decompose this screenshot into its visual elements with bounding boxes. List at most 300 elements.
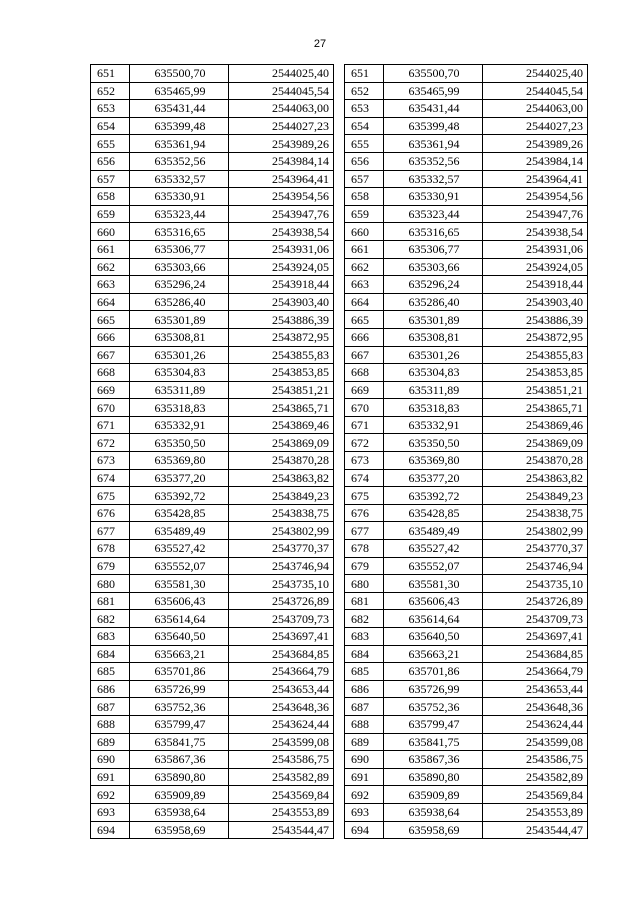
table-row [345,205,588,223]
table-row [345,188,588,206]
point-number-cell: 690 [345,751,384,769]
point-number-cell: 668 [345,364,384,382]
y-coordinate-cell: 2543599,08 [229,733,334,751]
y-coordinate-cell: 2543853,85 [483,364,588,382]
point-number-cell: 682 [91,610,130,628]
table-row [91,557,334,575]
point-number-cell: 661 [91,240,130,258]
table-row [345,82,588,100]
y-coordinate-cell: 2543684,85 [483,645,588,663]
x-coordinate-cell: 635938,64 [130,803,229,821]
x-coordinate-cell: 635431,44 [384,100,483,118]
y-coordinate-cell: 2543802,99 [483,522,588,540]
x-coordinate-cell: 635606,43 [384,592,483,610]
table-row [91,751,334,769]
y-coordinate-cell: 2543869,09 [483,434,588,452]
point-number-cell: 654 [345,117,384,135]
x-coordinate-cell: 635377,20 [384,469,483,487]
table-row [345,100,588,118]
x-coordinate-cell: 635377,20 [130,469,229,487]
y-coordinate-cell: 2543648,36 [483,698,588,716]
y-coordinate-cell: 2543697,41 [483,628,588,646]
y-coordinate-cell: 2543599,08 [483,733,588,751]
table-row [345,715,588,733]
point-number-cell: 688 [91,715,130,733]
y-coordinate-cell: 2543851,21 [483,381,588,399]
table-row [91,803,334,821]
point-number-cell: 653 [345,100,384,118]
y-coordinate-cell: 2543624,44 [229,715,334,733]
x-coordinate-cell: 635465,99 [384,82,483,100]
y-coordinate-cell: 2544027,23 [483,117,588,135]
x-coordinate-cell: 635799,47 [130,715,229,733]
x-coordinate-cell: 635909,89 [130,786,229,804]
table-row [91,82,334,100]
table-row [345,135,588,153]
x-coordinate-cell: 635614,64 [384,610,483,628]
table-row [345,592,588,610]
point-number-cell: 664 [91,293,130,311]
point-number-cell: 676 [345,504,384,522]
x-coordinate-cell: 635527,42 [384,540,483,558]
table-row [345,117,588,135]
table-row [91,540,334,558]
table-row [91,522,334,540]
point-number-cell: 669 [91,381,130,399]
point-number-cell: 687 [345,698,384,716]
x-coordinate-cell: 635330,91 [384,188,483,206]
table-row [345,540,588,558]
y-coordinate-cell: 2543664,79 [483,663,588,681]
table-row [91,399,334,417]
y-coordinate-cell: 2543746,94 [483,557,588,575]
point-number-cell: 660 [345,223,384,241]
point-number-cell: 667 [91,346,130,364]
point-number-cell: 688 [345,715,384,733]
table-row [345,680,588,698]
table-row [345,258,588,276]
point-number-cell: 651 [91,65,130,83]
x-coordinate-cell: 635301,26 [130,346,229,364]
y-coordinate-cell: 2543989,26 [483,135,588,153]
point-number-cell: 693 [91,803,130,821]
y-coordinate-cell: 2543653,44 [229,680,334,698]
point-number-cell: 681 [345,592,384,610]
y-coordinate-cell: 2543849,23 [229,487,334,505]
point-number-cell: 661 [345,240,384,258]
y-coordinate-cell: 2543964,41 [483,170,588,188]
x-coordinate-cell: 635361,94 [130,135,229,153]
x-coordinate-cell: 635890,80 [384,768,483,786]
y-coordinate-cell: 2543726,89 [483,592,588,610]
table-row [345,786,588,804]
x-coordinate-cell: 635465,99 [130,82,229,100]
point-number-cell: 656 [91,152,130,170]
point-number-cell: 652 [91,82,130,100]
x-coordinate-cell: 635308,81 [384,328,483,346]
table-row [345,223,588,241]
x-coordinate-cell: 635392,72 [384,487,483,505]
y-coordinate-cell: 2543624,44 [483,715,588,733]
y-coordinate-cell: 2543855,83 [229,346,334,364]
y-coordinate-cell: 2543849,23 [483,487,588,505]
x-coordinate-cell: 635296,24 [130,276,229,294]
point-number-cell: 693 [345,803,384,821]
point-number-cell: 666 [91,328,130,346]
point-number-cell: 655 [91,135,130,153]
x-coordinate-cell: 635303,66 [130,258,229,276]
y-coordinate-cell: 2543954,56 [483,188,588,206]
point-number-cell: 659 [345,205,384,223]
coordinates-table-right [344,64,588,839]
table-row [91,205,334,223]
table-row [345,293,588,311]
table-row [91,434,334,452]
table-row [345,504,588,522]
table-row [345,434,588,452]
table-row [91,240,334,258]
table-row [91,223,334,241]
point-number-cell: 652 [345,82,384,100]
x-coordinate-cell: 635489,49 [384,522,483,540]
table-row [91,715,334,733]
y-coordinate-cell: 2543838,75 [229,504,334,522]
point-number-cell: 673 [345,452,384,470]
table-row [345,751,588,769]
table-row [91,575,334,593]
x-coordinate-cell: 635311,89 [130,381,229,399]
x-coordinate-cell: 635303,66 [384,258,483,276]
table-row [91,768,334,786]
x-coordinate-cell: 635752,36 [384,698,483,716]
y-coordinate-cell: 2543726,89 [229,592,334,610]
point-number-cell: 665 [91,311,130,329]
point-number-cell: 672 [345,434,384,452]
y-coordinate-cell: 2543947,76 [483,205,588,223]
x-coordinate-cell: 635316,65 [130,223,229,241]
y-coordinate-cell: 2543553,89 [229,803,334,821]
point-number-cell: 672 [91,434,130,452]
table-row [345,628,588,646]
x-coordinate-cell: 635428,85 [384,504,483,522]
point-number-cell: 675 [91,487,130,505]
x-coordinate-cell: 635500,70 [384,65,483,83]
page-number: 27 [313,38,327,50]
point-number-cell: 653 [91,100,130,118]
table-row [345,663,588,681]
point-number-cell: 670 [345,399,384,417]
table-row [91,504,334,522]
y-coordinate-cell: 2543582,89 [483,768,588,786]
point-number-cell: 683 [91,628,130,646]
point-number-cell: 667 [345,346,384,364]
x-coordinate-cell: 635311,89 [384,381,483,399]
point-number-cell: 655 [345,135,384,153]
x-coordinate-cell: 635301,26 [384,346,483,364]
point-number-cell: 679 [345,557,384,575]
x-coordinate-cell: 635330,91 [130,188,229,206]
x-coordinate-cell: 635726,99 [384,680,483,698]
point-number-cell: 694 [91,821,130,839]
y-coordinate-cell: 2544027,23 [229,117,334,135]
table-row [345,152,588,170]
point-number-cell: 665 [345,311,384,329]
y-coordinate-cell: 2543924,05 [229,258,334,276]
x-coordinate-cell: 635606,43 [130,592,229,610]
x-coordinate-cell: 635663,21 [384,645,483,663]
table-row [91,188,334,206]
x-coordinate-cell: 635304,83 [384,364,483,382]
y-coordinate-cell: 2543735,10 [483,575,588,593]
point-number-cell: 678 [91,540,130,558]
x-coordinate-cell: 635361,94 [384,135,483,153]
point-number-cell: 681 [91,592,130,610]
x-coordinate-cell: 635701,86 [384,663,483,681]
table-row [345,469,588,487]
table-row [91,65,334,83]
x-coordinate-cell: 635701,86 [130,663,229,681]
point-number-cell: 676 [91,504,130,522]
table-row [345,768,588,786]
table-row [91,276,334,294]
table-row [91,628,334,646]
point-number-cell: 682 [345,610,384,628]
table-row [345,170,588,188]
x-coordinate-cell: 635304,83 [130,364,229,382]
y-coordinate-cell: 2543931,06 [483,240,588,258]
y-coordinate-cell: 2544025,40 [483,65,588,83]
table-row [91,346,334,364]
point-number-cell: 679 [91,557,130,575]
point-number-cell: 673 [91,452,130,470]
point-number-cell: 675 [345,487,384,505]
point-number-cell: 692 [91,786,130,804]
point-number-cell: 684 [345,645,384,663]
table-row [91,381,334,399]
point-number-cell: 662 [91,258,130,276]
y-coordinate-cell: 2543802,99 [229,522,334,540]
table-row [91,663,334,681]
x-coordinate-cell: 635909,89 [384,786,483,804]
y-coordinate-cell: 2543918,44 [229,276,334,294]
table-row [345,311,588,329]
point-number-cell: 660 [91,223,130,241]
table-row [345,698,588,716]
table-row [91,152,334,170]
y-coordinate-cell: 2543586,75 [229,751,334,769]
table-row [345,821,588,839]
x-coordinate-cell: 635431,44 [130,100,229,118]
x-coordinate-cell: 635640,50 [130,628,229,646]
y-coordinate-cell: 2543947,76 [229,205,334,223]
point-number-cell: 664 [345,293,384,311]
x-coordinate-cell: 635323,44 [130,205,229,223]
table-row [91,364,334,382]
y-coordinate-cell: 2543964,41 [229,170,334,188]
point-number-cell: 692 [345,786,384,804]
y-coordinate-cell: 2543653,44 [483,680,588,698]
y-coordinate-cell: 2544045,54 [483,82,588,100]
y-coordinate-cell: 2543872,95 [229,328,334,346]
y-coordinate-cell: 2543886,39 [483,311,588,329]
table-row [91,821,334,839]
x-coordinate-cell: 635350,50 [384,434,483,452]
y-coordinate-cell: 2543838,75 [483,504,588,522]
table-row [345,276,588,294]
table-row [345,399,588,417]
x-coordinate-cell: 635350,50 [130,434,229,452]
x-coordinate-cell: 635552,07 [384,557,483,575]
table-row [345,381,588,399]
y-coordinate-cell: 2543853,85 [229,364,334,382]
point-number-cell: 671 [345,416,384,434]
point-number-cell: 690 [91,751,130,769]
point-number-cell: 685 [91,663,130,681]
y-coordinate-cell: 2544063,00 [229,100,334,118]
point-number-cell: 656 [345,152,384,170]
table-row [345,610,588,628]
x-coordinate-cell: 635369,80 [384,452,483,470]
x-coordinate-cell: 635318,83 [130,399,229,417]
x-coordinate-cell: 635352,56 [130,152,229,170]
table-row [345,346,588,364]
point-number-cell: 694 [345,821,384,839]
point-number-cell: 651 [345,65,384,83]
point-number-cell: 658 [91,188,130,206]
point-number-cell: 680 [91,575,130,593]
table-row [91,416,334,434]
x-coordinate-cell: 635726,99 [130,680,229,698]
y-coordinate-cell: 2543872,95 [483,328,588,346]
y-coordinate-cell: 2543648,36 [229,698,334,716]
x-coordinate-cell: 635316,65 [384,223,483,241]
y-coordinate-cell: 2543553,89 [483,803,588,821]
table-row [345,452,588,470]
point-number-cell: 663 [91,276,130,294]
x-coordinate-cell: 635752,36 [130,698,229,716]
x-coordinate-cell: 635841,75 [384,733,483,751]
table-row [91,293,334,311]
y-coordinate-cell: 2543954,56 [229,188,334,206]
table-row [91,452,334,470]
x-coordinate-cell: 635332,57 [130,170,229,188]
point-number-cell: 671 [91,416,130,434]
y-coordinate-cell: 2543989,26 [229,135,334,153]
table-row [91,135,334,153]
table-row [345,65,588,83]
y-coordinate-cell: 2543869,09 [229,434,334,452]
y-coordinate-cell: 2543664,79 [229,663,334,681]
y-coordinate-cell: 2543709,73 [229,610,334,628]
x-coordinate-cell: 635332,91 [384,416,483,434]
x-coordinate-cell: 635352,56 [384,152,483,170]
table-row [91,117,334,135]
y-coordinate-cell: 2543770,37 [483,540,588,558]
point-number-cell: 659 [91,205,130,223]
x-coordinate-cell: 635867,36 [384,751,483,769]
y-coordinate-cell: 2543938,54 [483,223,588,241]
x-coordinate-cell: 635500,70 [130,65,229,83]
x-coordinate-cell: 635958,69 [384,821,483,839]
y-coordinate-cell: 2543869,46 [229,416,334,434]
table-row [345,416,588,434]
table-row [345,487,588,505]
table-row [91,487,334,505]
point-number-cell: 663 [345,276,384,294]
table-row [345,328,588,346]
point-number-cell: 674 [91,469,130,487]
table-row [91,170,334,188]
point-number-cell: 689 [345,733,384,751]
table-row [345,557,588,575]
x-coordinate-cell: 635581,30 [130,575,229,593]
x-coordinate-cell: 635301,89 [384,311,483,329]
point-number-cell: 677 [345,522,384,540]
y-coordinate-cell: 2543903,40 [483,293,588,311]
x-coordinate-cell: 635332,91 [130,416,229,434]
x-coordinate-cell: 635399,48 [384,117,483,135]
table-row [91,328,334,346]
y-coordinate-cell: 2543984,14 [483,152,588,170]
table-row [91,258,334,276]
table-row [91,680,334,698]
y-coordinate-cell: 2543865,71 [229,399,334,417]
x-coordinate-cell: 635286,40 [130,293,229,311]
y-coordinate-cell: 2543931,06 [229,240,334,258]
x-coordinate-cell: 635614,64 [130,610,229,628]
point-number-cell: 685 [345,663,384,681]
table-row [91,311,334,329]
point-number-cell: 662 [345,258,384,276]
x-coordinate-cell: 635318,83 [384,399,483,417]
table-row [91,786,334,804]
y-coordinate-cell: 2543544,47 [483,821,588,839]
point-number-cell: 669 [345,381,384,399]
point-number-cell: 686 [345,680,384,698]
table-row [91,733,334,751]
x-coordinate-cell: 635958,69 [130,821,229,839]
table-row [91,100,334,118]
x-coordinate-cell: 635527,42 [130,540,229,558]
y-coordinate-cell: 2543582,89 [229,768,334,786]
table-row [91,698,334,716]
y-coordinate-cell: 2543924,05 [483,258,588,276]
point-number-cell: 677 [91,522,130,540]
x-coordinate-cell: 635552,07 [130,557,229,575]
point-number-cell: 654 [91,117,130,135]
point-number-cell: 657 [91,170,130,188]
point-number-cell: 686 [91,680,130,698]
point-number-cell: 691 [91,768,130,786]
x-coordinate-cell: 635301,89 [130,311,229,329]
x-coordinate-cell: 635308,81 [130,328,229,346]
table-row [345,240,588,258]
table-row [345,364,588,382]
point-number-cell: 680 [345,575,384,593]
x-coordinate-cell: 635799,47 [384,715,483,733]
y-coordinate-cell: 2543746,94 [229,557,334,575]
y-coordinate-cell: 2543684,85 [229,645,334,663]
table-row [91,469,334,487]
x-coordinate-cell: 635841,75 [130,733,229,751]
y-coordinate-cell: 2544063,00 [483,100,588,118]
table-row [345,803,588,821]
y-coordinate-cell: 2543569,84 [229,786,334,804]
table-row [345,575,588,593]
y-coordinate-cell: 2543865,71 [483,399,588,417]
y-coordinate-cell: 2543984,14 [229,152,334,170]
point-number-cell: 657 [345,170,384,188]
